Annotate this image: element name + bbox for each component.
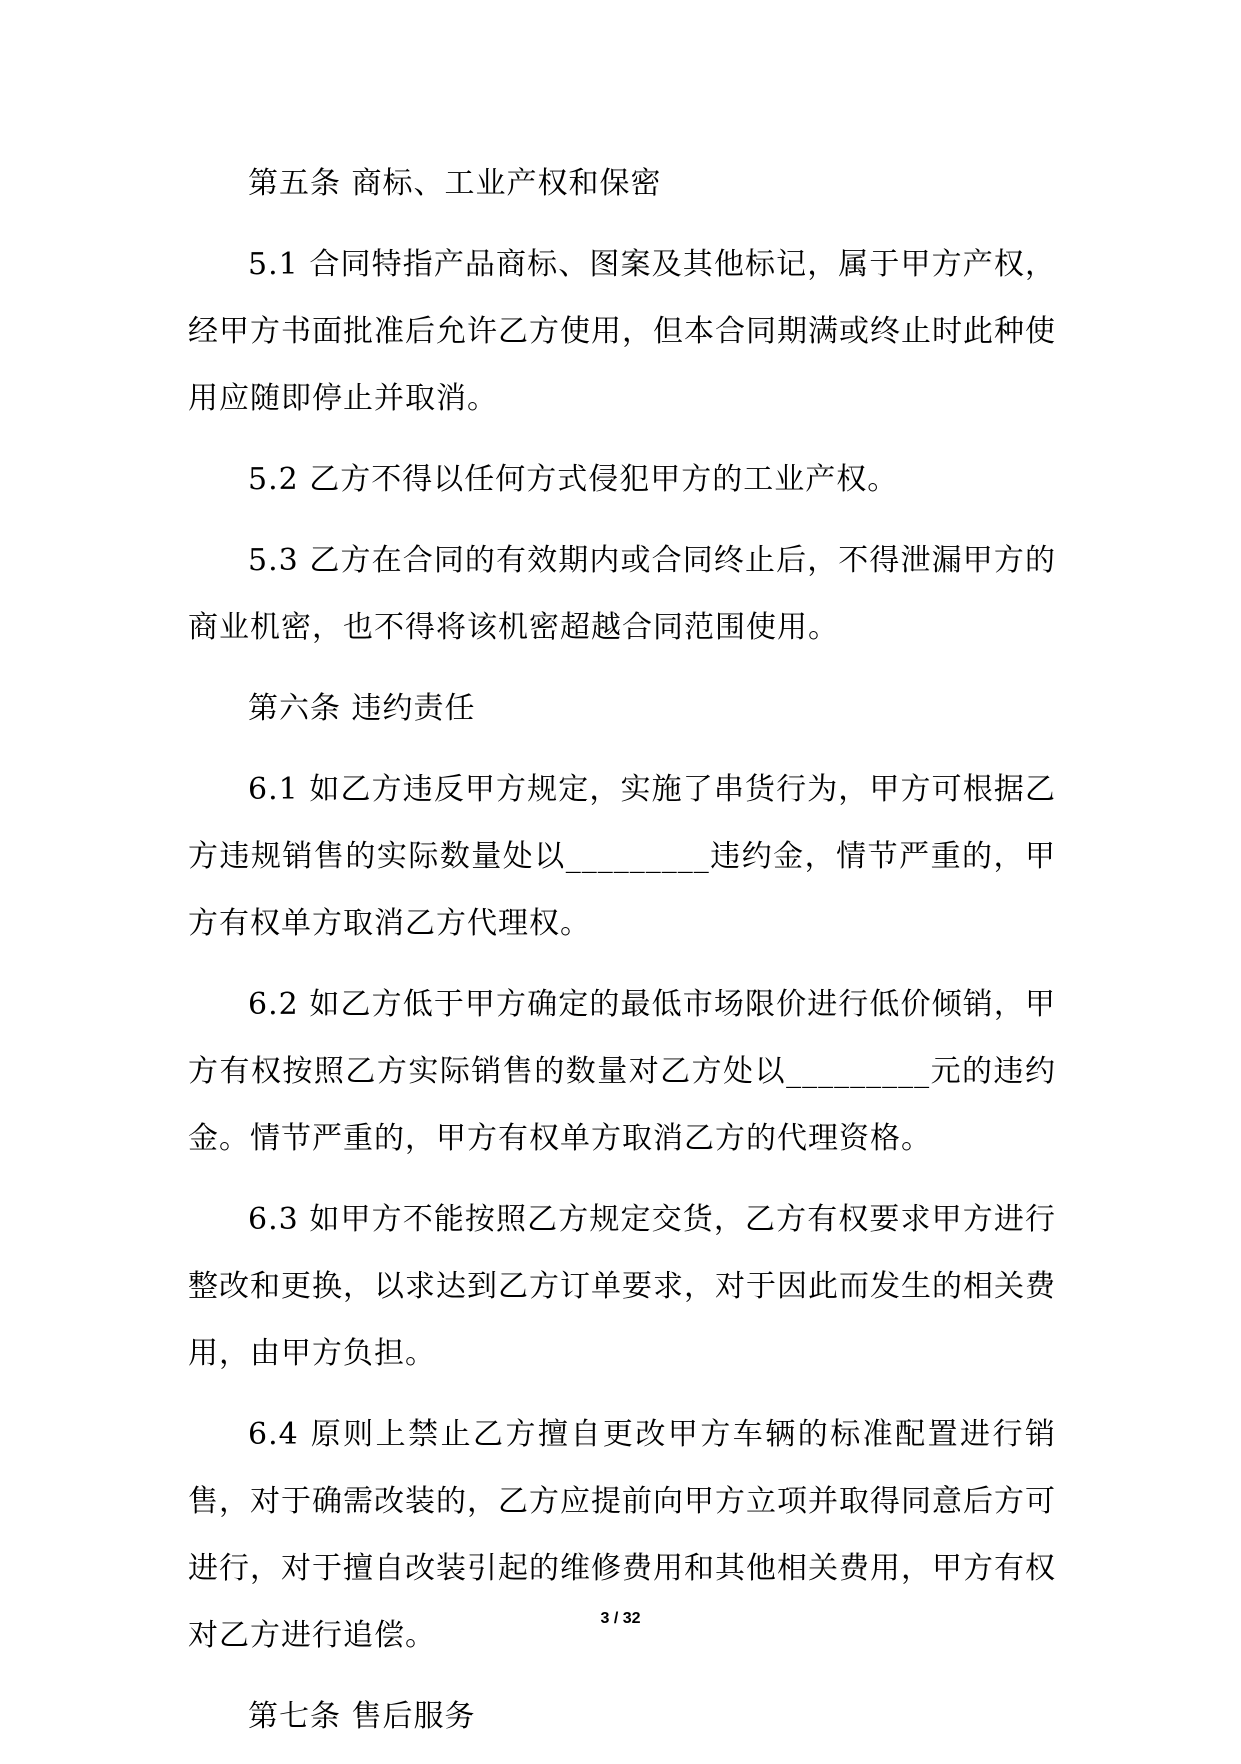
- clause-6-2: 6.2 如乙方低于甲方确定的最低市场限价进行低价倾销，甲方有权按照乙方实际销售的数量对乙方处以_________元的违约金。情节严重的，甲方有权单方取消乙方的代理资格。: [188, 987, 1056, 1156]
- clause-5-1: 5.1 合同特指产品商标、图案及其他标记，属于甲方产权，经甲方书面批准后允许乙方使用，但本合同期满或终止时此种使用应随即停止并取消。: [188, 247, 1056, 416]
- clause-6-3: 6.3 如甲方不能按照乙方规定交货，乙方有权要求甲方进行整改和更换，以求达到乙方订单要求，对于因此而发生的相关费用，由甲方负担。: [188, 1202, 1056, 1371]
- clause-6-1: 6.1 如乙方违反甲方规定，实施了串货行为，甲方可根据乙方违规销售的实际数量处以_________违约金，情节严重的，甲方有权单方取消乙方代理权。: [188, 772, 1056, 941]
- document-body: [188, 150, 1056, 1764]
- article-7-heading: 第七条 售后服务: [248, 1699, 476, 1734]
- article-6-heading: 第六条 违约责任: [248, 691, 476, 726]
- page-number: 3 / 32: [600, 1610, 641, 1627]
- clause-5-2: 5.2 乙方不得以任何方式侵犯甲方的工业产权。: [248, 462, 899, 497]
- clause-6-4: 6.4 原则上禁止乙方擅自更改甲方车辆的标准配置进行销售，对于确需改装的，乙方应提前向甲方立项并取得同意后方可进行，对于擅自改装引起的维修费用和其他相关费用，甲方有权对乙方进行追偿。: [188, 1417, 1056, 1653]
- clause-5-3: 5.3 乙方在合同的有效期内或合同终止后，不得泄漏甲方的商业机密，也不得将该机密超越合同范围使用。: [188, 543, 1056, 645]
- article-5-heading: 第五条 商标、工业产权和保密: [248, 166, 662, 201]
